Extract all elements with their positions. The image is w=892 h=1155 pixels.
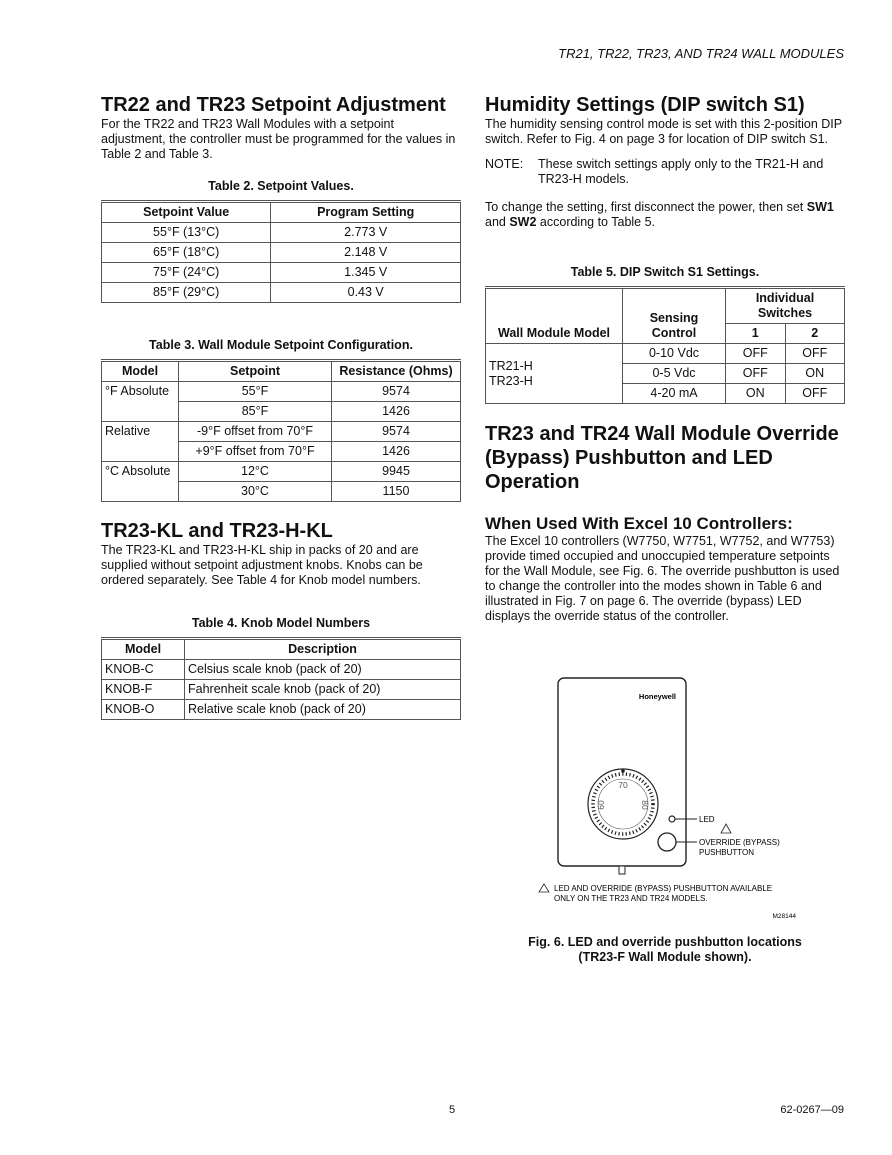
table4-caption: Table 4. Knob Model Numbers	[191, 616, 371, 630]
table-cell: 9574	[332, 422, 461, 442]
table-row	[102, 263, 461, 283]
setpoint-values-table	[101, 200, 461, 303]
warning-icon	[721, 824, 731, 833]
table-header: Model	[102, 361, 179, 382]
figure-caption-line1: Fig. 6. LED and override pushbutton locations	[528, 935, 802, 949]
table-row	[102, 243, 461, 263]
table-cell: TR21-H TR23-H	[486, 344, 623, 404]
table-cell: OFF	[726, 364, 786, 384]
table-cell: 12°C	[179, 462, 332, 482]
table-header: Setpoint Value	[102, 202, 271, 223]
figure-caption-line2: (TR23-F Wall Module shown).	[578, 950, 752, 964]
table-header: Description	[185, 639, 461, 660]
figure-caption	[485, 935, 845, 965]
table-cell: -9°F offset from 70°F	[179, 422, 332, 442]
table-cell: 0-5 Vdc	[623, 364, 726, 384]
right-column	[485, 93, 845, 624]
table-header: Model	[102, 639, 185, 660]
dial-label-60: 60	[596, 800, 606, 810]
setpoint-config-table	[101, 359, 461, 502]
figure-code: M28144	[772, 913, 796, 920]
table-cell: +9°F offset from 70°F	[179, 442, 332, 462]
table-cell: 4-20 mA	[623, 384, 726, 404]
text-run: To change the setting, first disconnect the power, then set	[485, 200, 807, 214]
page-number: 5	[449, 1104, 456, 1116]
table-cell: 75°F (24°C)	[102, 263, 271, 283]
table2-caption: Table 2. Setpoint Values.	[208, 179, 354, 193]
change-setting-paragraph	[485, 200, 845, 230]
availability-note-line1: LED AND OVERRIDE (BYPASS) PUSHBUTTON AVAILABLE	[554, 884, 773, 893]
table-row	[102, 283, 461, 303]
table-cell: 0.43 V	[271, 283, 461, 303]
table-header: Individual Switches	[726, 288, 845, 324]
table-cell: Celsius scale knob (pack of 20)	[185, 660, 461, 680]
table-cell: 2.773 V	[271, 223, 461, 243]
table-row	[102, 223, 461, 243]
table-header: Program Setting	[271, 202, 461, 223]
table5-caption: Table 5. DIP Switch S1 Settings.	[570, 265, 760, 279]
left-column	[101, 93, 461, 720]
table-cell: ON	[785, 364, 845, 384]
dial-label-70: 70	[618, 780, 628, 790]
led-indicator	[669, 816, 675, 822]
sw2-label: SW2	[509, 215, 537, 229]
table-cell: 9945	[332, 462, 461, 482]
table-row	[102, 422, 461, 442]
honeywell-logo: Honeywell	[638, 692, 676, 701]
note-label: NOTE:	[485, 157, 524, 171]
table-cell: °F Absolute	[102, 382, 179, 422]
table-cell: OFF	[726, 344, 786, 364]
table-header: Wall Module Model	[486, 288, 623, 344]
table-cell: 1426	[332, 402, 461, 422]
table-row	[102, 700, 461, 720]
sw1-label: SW1	[806, 200, 834, 214]
knob-model-table	[101, 637, 461, 720]
override-pushbutton	[658, 833, 676, 851]
table-row	[102, 462, 461, 482]
table-header: 2	[785, 324, 845, 344]
wall-module-tab	[619, 866, 625, 874]
table-cell: 85°F	[179, 402, 332, 422]
humidity-paragraph: The humidity sensing control mode is set with this 2-position DIP switch. Refer to Fig. 4 on page 3 for location of DIP switch S1.	[485, 117, 842, 146]
document-number: 62-0267—09	[780, 1104, 844, 1116]
table-cell: KNOB-F	[102, 680, 185, 700]
text-run: according to Table 5.	[536, 215, 656, 229]
table-cell: 0-10 Vdc	[623, 344, 726, 364]
table-header: 1	[726, 324, 786, 344]
led-label: LED	[699, 815, 715, 824]
override-label-line1: OVERRIDE (BYPASS)	[699, 838, 780, 847]
setpoint-paragraph: For the TR22 and TR23 Wall Modules with a setpoint adjustment, the controller must be programmed for the values in Table 2 and Table 3.	[101, 117, 456, 161]
kl-paragraph: The TR23-KL and TR23-H-KL ship in packs of 20 and are supplied without setpoint adjustment knobs. Knobs can be ordered separately. See Table 4 for Knob model numbers.	[101, 543, 423, 587]
table-cell: Fahrenheit scale knob (pack of 20)	[185, 680, 461, 700]
table-cell: KNOB-O	[102, 700, 185, 720]
table3-caption: Table 3. Wall Module Setpoint Configuration.	[149, 338, 413, 352]
table-cell: 2.148 V	[271, 243, 461, 263]
subsection-title-excel10: When Used With Excel 10 Controllers:	[485, 514, 793, 533]
note-text: These switch settings apply only to the TR21-H and TR23-H models.	[538, 157, 824, 186]
override-label-line2: PUSHBUTTON	[699, 848, 754, 857]
table-cell: 1.345 V	[271, 263, 461, 283]
wall-module-figure	[530, 672, 830, 922]
table-cell: 55°F	[179, 382, 332, 402]
table-cell: 9574	[332, 382, 461, 402]
table-header: Setpoint	[179, 361, 332, 382]
text-run: and	[485, 215, 510, 229]
running-header: TR21, TR22, TR23, AND TR24 WALL MODULES	[558, 46, 844, 61]
note	[485, 157, 845, 187]
table-cell: 85°F (29°C)	[102, 283, 271, 303]
dip-switch-table	[485, 286, 845, 404]
table-cell: 1150	[332, 482, 461, 502]
table-cell: 65°F (18°C)	[102, 243, 271, 263]
section-title-setpoint: TR22 and TR23 Setpoint Adjustment	[101, 94, 446, 116]
table-header: Resistance (Ohms)	[332, 361, 461, 382]
table-header: Sensing Control	[623, 288, 726, 344]
excel10-paragraph: The Excel 10 controllers (W7750, W7751, W7752, and W7753) provide timed occupied and unoccupied temperature setpoints for the Wall Module, see Fig. 6. The override pushbutton is used to change the controller into the modes shown in Table 6 and illustrated in Fig. 7 on page 6. The override (bypass) LED displays the override status of the controller.	[485, 534, 840, 623]
dial-pointer	[621, 769, 625, 773]
table-cell: Relative scale knob (pack of 20)	[185, 700, 461, 720]
table-row	[102, 680, 461, 700]
table-cell: KNOB-C	[102, 660, 185, 680]
table-cell: 1426	[332, 442, 461, 462]
table-cell: 55°F (13°C)	[102, 223, 271, 243]
table-cell: OFF	[785, 384, 845, 404]
table-cell: Relative	[102, 422, 179, 462]
table-cell: 30°C	[179, 482, 332, 502]
table-cell: OFF	[785, 344, 845, 364]
table-cell: °C Absolute	[102, 462, 179, 502]
availability-note-line2: ONLY ON THE TR23 AND TR24 MODELS.	[554, 894, 708, 903]
dial-label-80: 80	[640, 800, 650, 810]
table-row	[486, 344, 845, 364]
section-title-humidity: Humidity Settings (DIP switch S1)	[485, 94, 805, 116]
section-title-override: TR23 and TR24 Wall Module Override (Bypass) Pushbutton and LED Operation	[485, 423, 839, 493]
section-title-kl: TR23-KL and TR23-H-KL	[101, 520, 333, 542]
table-cell: ON	[726, 384, 786, 404]
table-row	[102, 660, 461, 680]
warning-icon	[539, 884, 549, 892]
table-row	[102, 382, 461, 402]
